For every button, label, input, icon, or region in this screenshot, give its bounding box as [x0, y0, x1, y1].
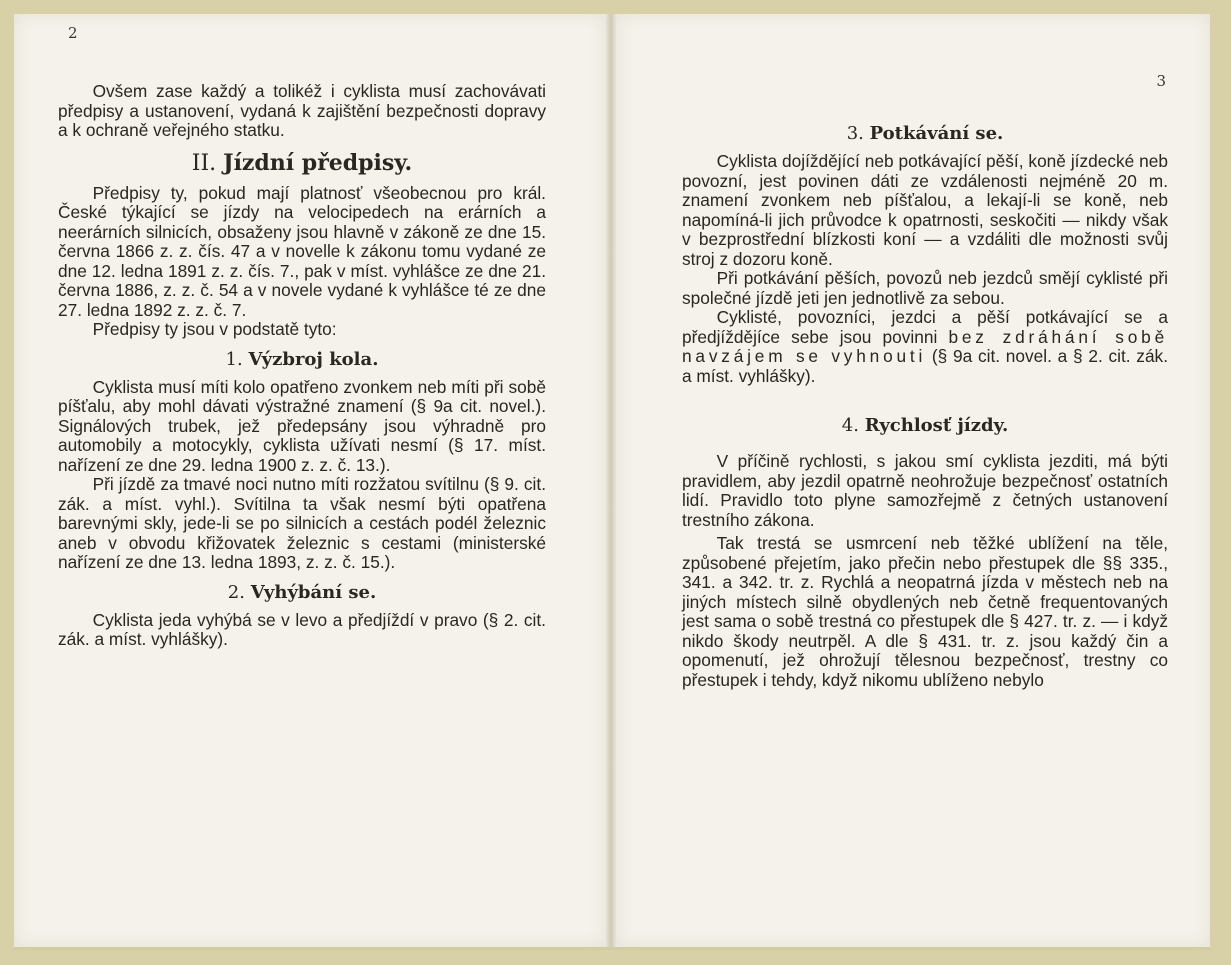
subheading-rychlost-jizdy	[682, 414, 1168, 438]
subheading-vyhybani-se	[58, 581, 546, 605]
section-heading-jizdni-predpisy	[58, 149, 546, 178]
rychlost-paragraph-1: V příčině rychlosti, s jakou smí cyklista jezditi, má býti pravidlem, aby jezdil opatrně neohrožuje bezpečnosť ostatních lidí. Pravidlo toto plyne samozřejmě z četných ustanovení trestního zákona.	[682, 451, 1168, 530]
subheading-potkavani-se	[682, 122, 1168, 146]
potkavani-text-b: (§ 9a cit. novel. a § 2. cit. zák. a míst. vyhlášky).	[682, 346, 1168, 386]
subheading-number: 2.	[227, 581, 245, 603]
right-page	[616, 14, 1210, 947]
page-number-left: 2	[68, 24, 78, 42]
subheading-number: 4.	[841, 415, 859, 436]
vyzbroj-paragraph-1: Cyklista musí míti kolo opatřeno zvonkem neb míti při sobě píšťalu, aby mohl dávati výstražné znamení (§ 9a cit. novel.). Signálových trubek, jež předepsány jsou výhradně pro automobily a motocykly, cyklista užívati nesmí (§ 17. míst. nařízení ze dne 29. ledna 1900 z. z. č. 13.).	[58, 376, 546, 475]
section-heading-number: II.	[191, 150, 217, 176]
section-paragraph-1: Předpisy ty, pokud mají platnosť všeobecnou pro král. České týkající se jízdy na velocipedech na erárních a neerárních silnicích, obsaženy jsou hlavně v zákoně ze dne 15. června 1866 z. z. čís. 47 a v novelle k zákonu tomu vydané ze dne 12. ledna 1891 z. z. čís. 7., pak v míst. vyhlášce ze dne 21. června 1886, z. z. č. 54 a v novele vydané k vyhlášce té ze dne 27. ledna 1892 z. z. č. 7.	[58, 182, 546, 320]
section-paragraph-2: Předpisy ty jsou v podstatě tyto:	[92, 319, 337, 339]
potkavani-paragraph-2: Při potkávání pěších, povozů neb jezdců smějí cyklisté při společné jízdě jeti jen jednotlivě za sebou.	[682, 268, 1168, 308]
right-text-column	[682, 122, 1168, 690]
vyzbroj-paragraph-2: Při jízdě za tmavé noci nutno míti rozžatou svítilnu (§ 9. cit. zák. a míst. vyhl.). Svítilna ta však nesmí býti opatřena barevnými skly, jede-li se po silnicích a cestách podél železnic aneb v obvodu křižovatek železnic s cestami (ministerské nařízení ze dne 13. ledna 1893, z. z. č. 15.).	[58, 474, 546, 572]
subheading-number: 3.	[846, 123, 864, 144]
left-text-column	[58, 82, 546, 650]
left-page	[14, 14, 606, 947]
intro-paragraph: Ovšem zase každý a tolikéž i cyklista musí zachovávati předpisy a ustanovení, vydaná k zajištění bezpečnosti dopravy a k ochraně veřejného statku.	[58, 81, 546, 140]
subheading-title: Výzbroj kola.	[248, 348, 379, 370]
book-gutter	[606, 14, 616, 947]
subheading-title: Potkávání se.	[869, 123, 1004, 144]
subheading-title: Vyhýbání se.	[250, 581, 377, 603]
rychlost-paragraph-2: Tak trestá se usmrcení neb těžké ublížení na těle, způsobené přejetím, jako přečin nebo přestupek dle §§ 335., 341. a 342. tr. z. Rychlá a neopatrná jízda v městech neb na jiných místech silně obydlených neb četně frequentovaných jest sama o sobě trestná co přestupek dle § 427. tr. z. — i když nikdo škody neutrpěl. A dle § 431. tr. z. jsou každý čin a opomenutí, jež ohrožují tělesnou bezpečnosť, trestny co přestupek i tehdy, když nikomu ublíženo nebylo	[682, 533, 1168, 690]
potkavani-paragraph-1: Cyklista dojíždějící neb potkávající pěší, koně jízdecké neb povozní, jest povinen dáti ze vzdálenosti nejméně 20 m. znamení zvonkem neb píšťalou, a lekají-li se koně, neb napomíná-li jich průvodce k opatrnosti, seskočiti — nikdy však v bezprostřední blízkosti koní — a vzdáliti dle možnosti svůj stroj z dozoru koně.	[682, 151, 1168, 269]
potkavani-paragraph-3	[682, 308, 1168, 386]
vyhybani-paragraph-1: Cyklista jeda vyhýbá se v levo a předjíždí v pravo (§ 2. cit. zák. a míst. vyhlášky).	[58, 609, 546, 649]
potkavani-text-a: Cyklisté, povozníci, jezdci a pěší potkávající se a předjíždějíce sebe jsou povinni	[682, 307, 1168, 347]
section-heading-title: Jízdní předpisy.	[223, 149, 413, 176]
subheading-number: 1.	[225, 348, 243, 370]
book-spread	[14, 14, 1210, 950]
spaced-emphasis: bez zdráhání sobě navzájem se vyhnouti	[682, 326, 1168, 366]
subheading-vyzbroj-kola	[58, 348, 546, 372]
subheading-title: Rychlosť jízdy.	[864, 415, 1009, 436]
page-number-right: 3	[1156, 72, 1166, 90]
